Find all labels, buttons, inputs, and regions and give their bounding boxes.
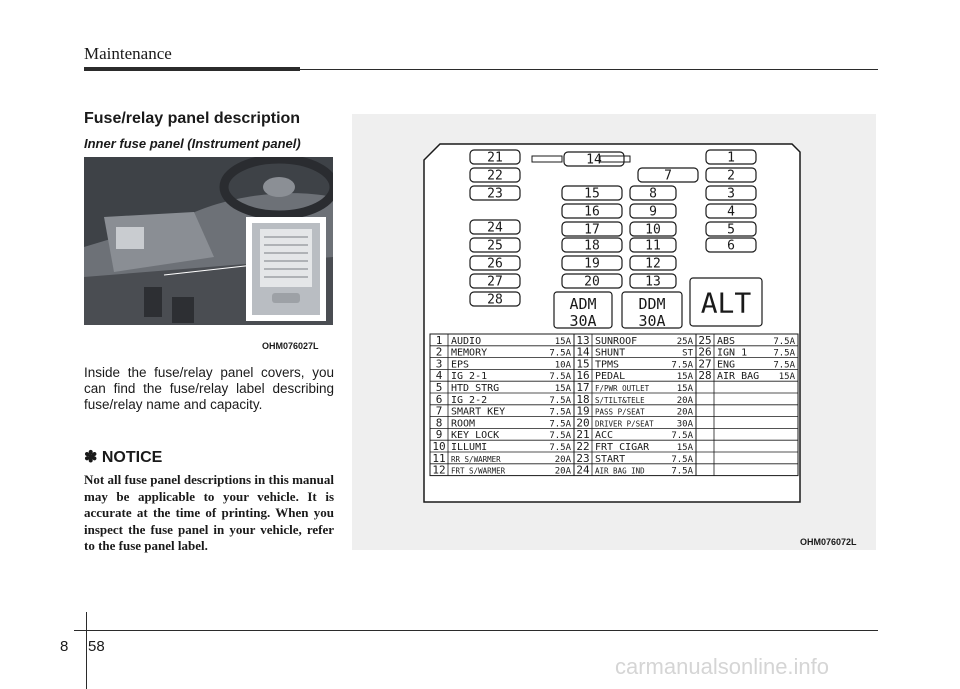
svg-text:25: 25 [487, 238, 503, 254]
svg-text:7: 7 [435, 404, 443, 418]
svg-text:26: 26 [487, 256, 503, 272]
svg-text:SHUNT: SHUNT [595, 347, 626, 359]
svg-text:F/PWR OUTLET: F/PWR OUTLET [595, 384, 650, 393]
svg-text:7.5A: 7.5A [549, 419, 571, 430]
fuse-slot-1 [706, 150, 756, 166]
svg-text:20A: 20A [554, 466, 571, 477]
svg-text:START: START [595, 453, 626, 465]
svg-text:SUNROOF: SUNROOF [595, 335, 638, 347]
svg-text:4: 4 [727, 204, 735, 220]
svg-text:TPMS: TPMS [595, 359, 620, 371]
fuse-slot-4 [706, 204, 756, 220]
fuse-slot-25 [470, 238, 520, 254]
svg-text:23: 23 [487, 186, 503, 202]
section-title: Fuse/relay panel description [84, 110, 301, 127]
svg-text:15A: 15A [676, 443, 693, 453]
svg-text:AIR BAG: AIR BAG [717, 371, 760, 383]
svg-text:7.5A: 7.5A [773, 336, 795, 347]
svg-text:16: 16 [584, 204, 600, 220]
svg-text:KEY LOCK: KEY LOCK [451, 430, 500, 442]
fuse-slot-16 [562, 204, 622, 220]
svg-text:AUDIO: AUDIO [451, 335, 482, 347]
fuse-slot-18 [562, 238, 622, 254]
fuse-slot-5 [706, 222, 756, 238]
svg-text:22: 22 [576, 440, 590, 453]
svg-text:17: 17 [576, 381, 590, 394]
svg-text:20A: 20A [554, 454, 571, 465]
fuse-slot-11 [630, 238, 676, 254]
chapter-number: 8 [60, 638, 69, 655]
svg-text:ABS: ABS [717, 335, 736, 347]
svg-text:AIR BAG IND: AIR BAG IND [595, 466, 645, 476]
svg-text:18: 18 [576, 392, 590, 406]
svg-text:27: 27 [487, 274, 503, 290]
section-subtitle: Inner fuse panel (Instrument panel) [84, 136, 301, 151]
svg-text:25: 25 [698, 333, 712, 347]
svg-text:15A: 15A [554, 336, 571, 347]
svg-text:IG 2-1: IG 2-1 [451, 371, 488, 383]
svg-text:12: 12 [645, 256, 661, 272]
svg-text:19: 19 [584, 256, 600, 272]
svg-text:7.5A: 7.5A [549, 407, 571, 418]
svg-text:6: 6 [727, 238, 735, 254]
header-rule [300, 69, 878, 70]
svg-text:RR S/WARMER: RR S/WARMER [451, 454, 501, 464]
svg-text:20: 20 [584, 274, 600, 290]
page-number: 58 [88, 638, 105, 655]
svg-text:IGN 1: IGN 1 [717, 347, 748, 359]
svg-text:EPS: EPS [451, 359, 470, 371]
svg-text:20A: 20A [676, 407, 693, 418]
watermark: carmanualsonline.info [615, 654, 830, 679]
page-margin-rule [74, 612, 87, 689]
svg-text:7.5A: 7.5A [773, 348, 795, 359]
svg-text:7.5A: 7.5A [773, 360, 795, 371]
body-paragraph: Inside the fuse/relay panel covers, you can find the fuse/relay label describing fuse/relay name and capacity. [84, 365, 334, 412]
svg-text:16: 16 [576, 369, 590, 383]
svg-text:20: 20 [576, 416, 590, 430]
svg-text:4: 4 [435, 369, 443, 383]
svg-text:ADM: ADM [569, 295, 597, 313]
fuse-slot-2 [706, 168, 756, 184]
fuse-slot-24 [470, 220, 520, 236]
svg-text:7.5A: 7.5A [671, 431, 693, 442]
fuse-slot-12 [630, 256, 676, 272]
svg-text:30A: 30A [638, 312, 666, 330]
notice-text: Not all fuse panel descriptions in this manual may be applicable to your vehicle. It is accurate at the time of printing. When you inspect the fuse panel in your vehicle, refer to the fuse panel label. [84, 472, 334, 553]
svg-text:14: 14 [586, 152, 602, 168]
instrument-panel-photo [84, 157, 333, 325]
svg-text:11: 11 [645, 238, 661, 254]
svg-text:3: 3 [435, 357, 443, 371]
running-header: Maintenance [84, 44, 172, 63]
svg-text:ILLUMI: ILLUMI [451, 442, 488, 453]
fuse-slot-13 [630, 274, 676, 290]
svg-text:PEDAL: PEDAL [595, 371, 626, 383]
svg-text:9: 9 [649, 204, 657, 220]
svg-text:10: 10 [432, 440, 446, 453]
fuse-slot-3 [706, 186, 756, 202]
svg-text:FRT CIGAR: FRT CIGAR [595, 442, 650, 453]
fuse-slot-9 [630, 204, 676, 220]
svg-text:13: 13 [576, 333, 590, 347]
svg-text:15A: 15A [554, 384, 571, 394]
svg-text:15A: 15A [778, 372, 795, 383]
relay-adm [554, 292, 612, 330]
fuse-slot-23 [470, 186, 520, 202]
svg-text:30A: 30A [676, 419, 693, 430]
svg-text:30A: 30A [569, 312, 597, 330]
svg-text:21: 21 [487, 150, 503, 166]
svg-text:IG 2-2: IG 2-2 [451, 394, 488, 406]
svg-text:19: 19 [576, 404, 590, 418]
svg-text:3: 3 [727, 186, 735, 202]
svg-text:2: 2 [435, 345, 443, 359]
svg-text:27: 27 [698, 357, 712, 371]
svg-text:17: 17 [584, 222, 600, 238]
fuse-slot-17 [562, 222, 622, 238]
svg-text:10: 10 [645, 222, 661, 238]
svg-text:7.5A: 7.5A [671, 454, 693, 465]
fuse-slot-10 [630, 222, 676, 238]
svg-text:26: 26 [698, 345, 712, 359]
svg-text:2: 2 [727, 168, 735, 184]
svg-text:MEMORY: MEMORY [451, 347, 488, 359]
fuse-slot-20 [562, 274, 622, 290]
svg-text:18: 18 [584, 238, 600, 254]
svg-text:24: 24 [487, 220, 503, 236]
svg-text:ACC: ACC [595, 430, 614, 442]
svg-text:6: 6 [435, 392, 443, 406]
fuse-slot-28 [470, 292, 520, 308]
svg-text:S/TILT&TELE: S/TILT&TELE [595, 395, 645, 405]
fuse-slot-22 [470, 168, 520, 184]
svg-text:7.5A: 7.5A [549, 348, 571, 359]
svg-text:12: 12 [432, 463, 446, 477]
svg-text:8: 8 [649, 186, 657, 202]
svg-text:7.5A: 7.5A [671, 466, 693, 477]
svg-text:9: 9 [435, 428, 443, 442]
svg-text:ROOM: ROOM [451, 418, 476, 430]
notice-title: ✽ NOTICE [84, 449, 163, 466]
relay-ddm [622, 292, 682, 330]
svg-text:ST: ST [682, 348, 693, 359]
svg-text:ENG: ENG [717, 359, 736, 371]
svg-text:HTD STRG: HTD STRG [451, 383, 500, 394]
svg-text:1: 1 [727, 150, 735, 166]
svg-text:ALT: ALT [700, 286, 752, 320]
svg-text:7.5A: 7.5A [671, 360, 693, 371]
svg-text:15A: 15A [676, 372, 693, 383]
svg-text:15: 15 [576, 357, 590, 371]
svg-text:SMART KEY: SMART KEY [451, 406, 506, 418]
svg-text:24: 24 [576, 463, 590, 477]
svg-text:28: 28 [698, 369, 712, 383]
svg-text:25A: 25A [676, 336, 693, 347]
svg-text:23: 23 [576, 451, 590, 465]
svg-text:7.5A: 7.5A [549, 395, 571, 406]
svg-text:14: 14 [576, 345, 590, 359]
svg-text:15A: 15A [676, 384, 693, 394]
svg-text:PASS P/SEAT: PASS P/SEAT [595, 407, 645, 417]
fuse-slot-14 [564, 152, 624, 168]
fuse-slot-15 [562, 186, 622, 202]
fuse-slot-27 [470, 274, 520, 290]
svg-text:11: 11 [432, 451, 446, 465]
fuse-slot-26 [470, 256, 520, 272]
svg-text:20A: 20A [676, 395, 693, 406]
svg-text:22: 22 [487, 168, 503, 184]
svg-text:FRT S/WARMER: FRT S/WARMER [451, 466, 506, 476]
relay-alt [690, 278, 762, 326]
svg-text:13: 13 [645, 274, 661, 290]
svg-text:5: 5 [727, 222, 735, 238]
svg-text:DRIVER P/SEAT: DRIVER P/SEAT [595, 419, 654, 429]
svg-text:7.5A: 7.5A [549, 372, 571, 383]
svg-text:DDM: DDM [638, 295, 666, 313]
diagram-caption: OHM076072L [800, 537, 857, 547]
svg-text:7.5A: 7.5A [549, 443, 571, 453]
svg-text:8: 8 [435, 416, 443, 430]
svg-text:21: 21 [576, 428, 590, 442]
svg-text:28: 28 [487, 292, 503, 308]
svg-text:7: 7 [664, 168, 672, 184]
fuse-slot-21 [470, 150, 520, 166]
fuse-slot-8 [630, 186, 676, 202]
svg-text:1: 1 [435, 333, 443, 347]
svg-text:15: 15 [584, 186, 600, 202]
svg-text:5: 5 [435, 381, 443, 394]
svg-text:10A: 10A [554, 360, 571, 371]
footer-rule [74, 630, 878, 631]
header-bar [84, 67, 300, 71]
fuse-slot-7 [638, 168, 698, 184]
photo-caption: OHM076027L [262, 341, 319, 351]
fuse-slot-6 [706, 238, 756, 254]
svg-text:7.5A: 7.5A [549, 431, 571, 442]
fuse-slot-19 [562, 256, 622, 272]
fuse-panel-diagram [352, 114, 876, 550]
